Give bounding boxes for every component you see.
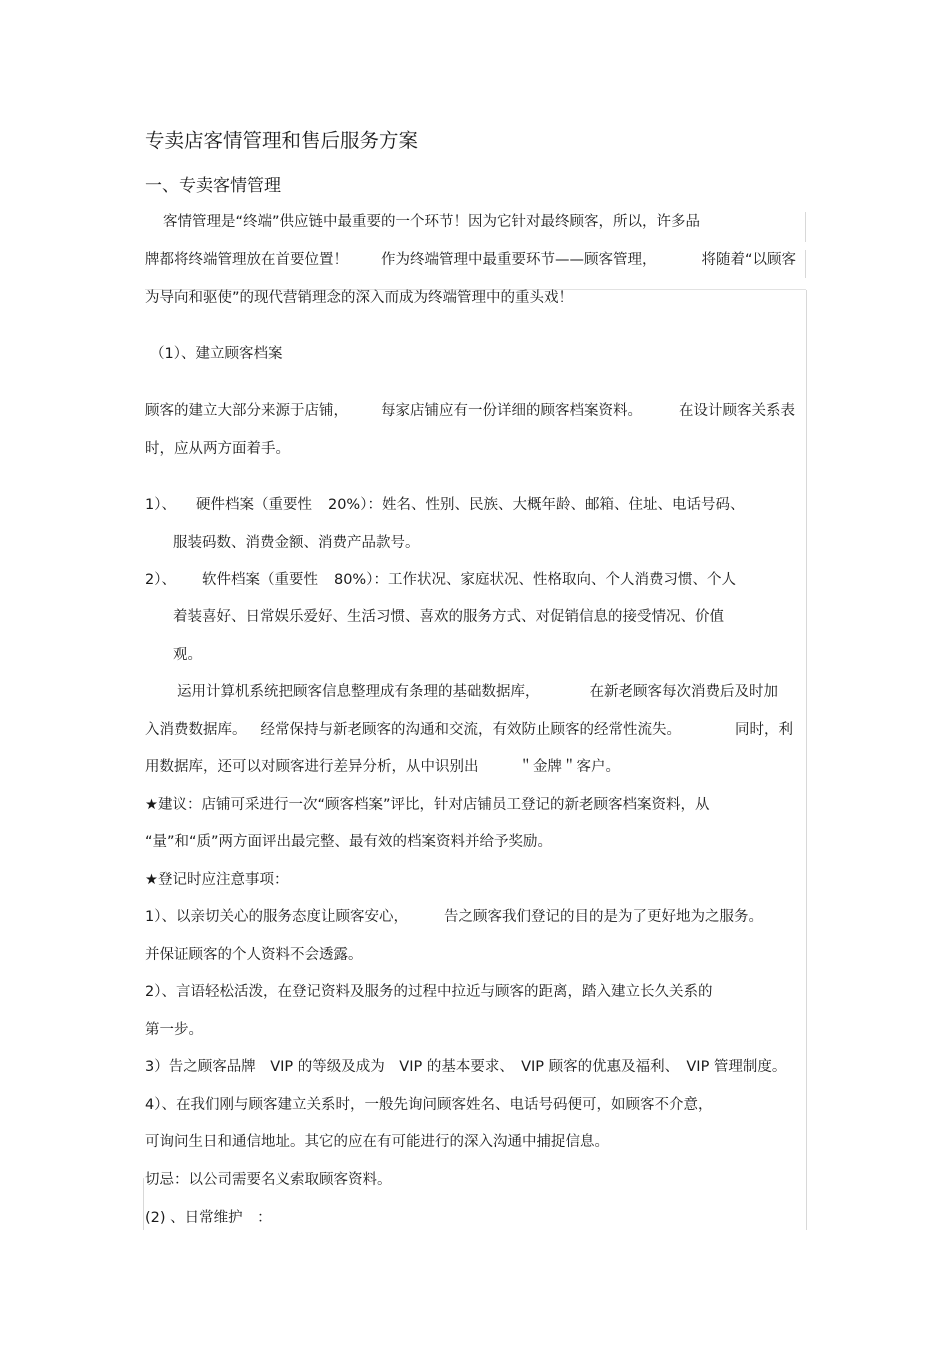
subheading-2: (2) 、日常维护 ： — [145, 1210, 272, 1226]
intro-line-2-part-a: 牌都将终端管理放在首要位置！ — [145, 252, 348, 268]
software-file-number: 2）、 — [145, 572, 176, 588]
para2-line-1-part-a: 运用计算机系统把顾客信息整理成有条理的基础数据库， — [177, 684, 540, 700]
software-file-line-2: 着装喜好、日常娱乐爱好、生活习惯、喜欢的服务方式、对促销信息的接受情况、价值 — [173, 609, 724, 625]
note-2-line-2: 第一步。 — [145, 1022, 203, 1038]
intro-line-3: 为导向和驱使”的现代营销理念的深入而成为终端管理中的重头戏！ — [145, 290, 574, 306]
note-3: 3）告之顾客品牌 VIP 的等级及成为 VIP 的基本要求、 VIP 顾客的优惠及福利、 VIP 管理制度。 — [145, 1059, 787, 1075]
intro-line-2-part-c: 将随着“以顾客 — [701, 252, 797, 268]
hardware-file-line-1 — [145, 495, 744, 515]
hardware-file-label: 硬件档案（重要性 — [195, 497, 312, 513]
para1-line-1 — [145, 401, 795, 421]
frame-line-left — [143, 1178, 144, 1230]
frame-line-right-mid — [805, 250, 806, 278]
para2-line-1-part-b: 在新老顾客每次消费后及时加 — [589, 684, 778, 700]
note-1-part-a: 1）、以亲切关心的服务态度让顾客安心， — [145, 909, 408, 925]
software-file-percent: 80%） — [333, 572, 374, 588]
section-heading-1: 一、专卖客情管理 — [145, 176, 281, 196]
software-file-line-3: 观。 — [173, 647, 202, 663]
note-4-line-1: 4）、在我们刚与顾客建立关系时，一般先询问顾客姓名、电话号码便可，如顾客不介意， — [145, 1097, 713, 1113]
document-title: 专卖店客情管理和售后服务方案 — [145, 129, 419, 152]
note-4-line-2: 可询问生日和通信地址。其它的应在有可能进行的深入沟通中捕捉信息。 — [145, 1134, 609, 1150]
frame-line-right-top — [805, 212, 806, 242]
registration-notes-heading: ★登记时应注意事项： — [145, 872, 289, 888]
para2-line-3 — [145, 757, 620, 777]
frame-line-right-main — [806, 290, 807, 1230]
para2-line-2-part-b: 经常保持与新老顾客的沟通和交流，有效防止顾客的经常性流失。 — [260, 722, 681, 738]
para1-line-1-part-a: 顾客的建立大部分来源于店铺， — [145, 403, 348, 419]
hardware-file-number: 1）、 — [145, 497, 176, 513]
intro-line-2-part-b: 作为终端管理中最重要环节——顾客管理， — [381, 252, 657, 268]
hardware-file-items: ：姓名、性别、民族、大概年龄、邮箱、住址、电话号码、 — [367, 497, 745, 513]
software-file-label: 软件档案（重要性 — [201, 572, 318, 588]
software-file-items: ：工作状况、家庭状况、性格取向、个人消费习惯、个人 — [373, 572, 736, 588]
para2-line-1 — [177, 682, 778, 702]
para2-line-3-part-b: ＂金牌＂客户。 — [518, 759, 620, 775]
para2-line-3-part-a: 用数据库，还可以对顾客进行差异分析，从中识别出 — [145, 759, 479, 775]
intro-line-2 — [145, 250, 796, 270]
para1-line-1-part-c: 在设计顾客关系表 — [679, 403, 795, 419]
hardware-file-percent: 20%） — [327, 497, 368, 513]
note-2-line-1: 2）、言语轻松活泼，在登记资料及服务的过程中拉近与顾客的距离，踏入建立长久关系的 — [145, 984, 713, 1000]
para1-line-2: 时，应从两方面着手。 — [145, 441, 290, 457]
intro-line-1: 客情管理是“终端”供应链中最重要的一个环节！因为它针对最终顾客，所以，许多品 — [163, 214, 701, 230]
para2-line-2-part-c: 同时，利 — [735, 722, 793, 738]
note-1-line-2: 并保证顾客的个人资料不会透露。 — [145, 947, 363, 963]
para2-line-2 — [145, 720, 793, 740]
suggestion-line-1: ★建议：店铺可采进行一次“顾客档案”评比，针对店铺员工登记的新老顾客档案资料，从 — [145, 797, 710, 813]
note-1-part-b: 告之顾客我们登记的目的是为了更好地为之服务。 — [443, 909, 763, 925]
software-file-line-1 — [145, 570, 736, 590]
para1-line-1-part-b: 每家店铺应有一份详细的顾客档案资料。 — [381, 403, 642, 419]
subheading-1: （1）、建立顾客档案 — [150, 346, 283, 362]
para2-line-2-part-a: 入消费数据库。 — [145, 722, 247, 738]
taboo-note: 切忌：以公司需要名义索取顾客资料。 — [145, 1172, 392, 1188]
hardware-file-line-2: 服装码数、消费金额、消费产品款号。 — [173, 535, 420, 551]
suggestion-line-2: “量”和“质”两方面评出最完整、最有效的档案资料并给予奖励。 — [145, 834, 553, 850]
note-1-line-1 — [145, 907, 763, 927]
